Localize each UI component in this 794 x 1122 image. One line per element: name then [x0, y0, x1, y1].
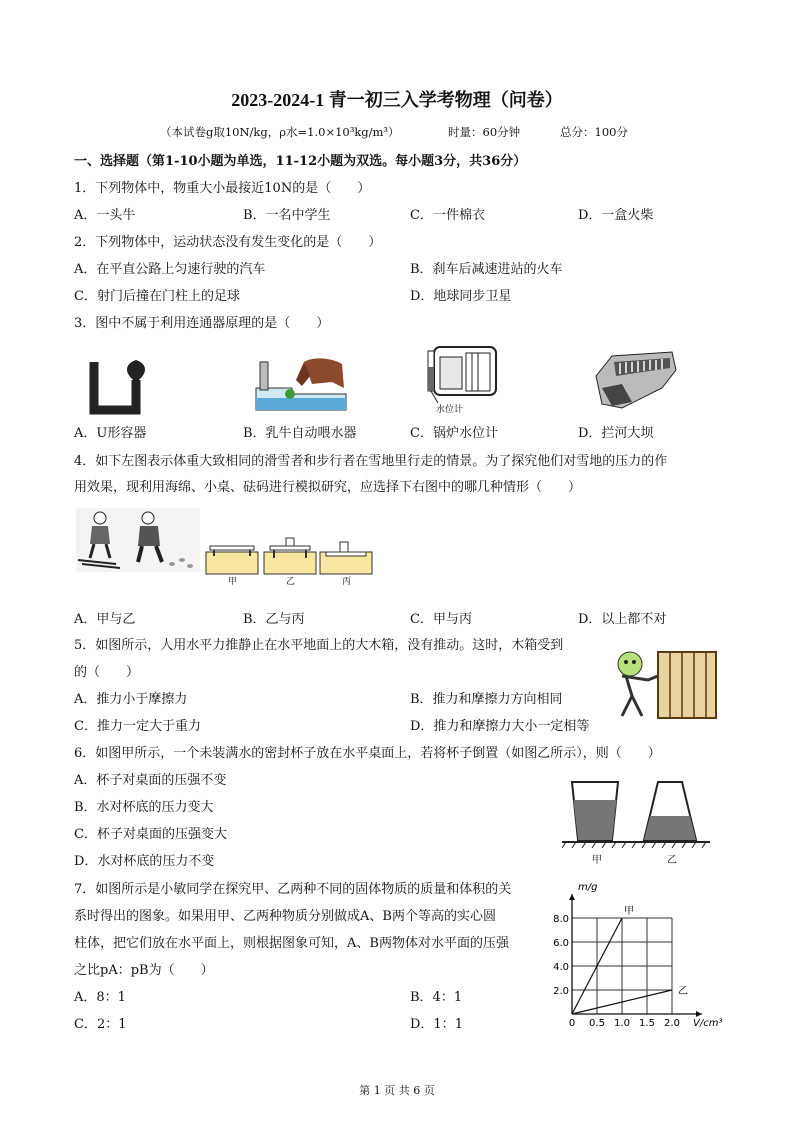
question-5-stem-line1: 5．如图所示，人用水平力推静止在水平地面上的大木箱，没有推动。这时，木箱受到 [74, 638, 564, 653]
y-tick-label: 2.0 [553, 986, 569, 997]
q7-option-d: D．1：1 [410, 1017, 463, 1032]
series-label: 乙 [678, 986, 688, 997]
q6-option-a: A．杯子对桌面的压强不变 [74, 773, 227, 788]
x-tick-label: 0.5 [589, 1018, 605, 1029]
q3-option-a: A．U形容器 [74, 426, 147, 441]
x-tick-label: 1.0 [614, 1018, 630, 1029]
q7-option-c: C．2：1 [74, 1017, 127, 1032]
q4-option-d: D．以上都不对 [578, 612, 667, 627]
exam-time: 时量：60分钟 [448, 125, 521, 139]
u-tube-figure [88, 360, 164, 416]
q4-option-c: C．甲与丙 [410, 612, 472, 627]
x-tick-label: 1.5 [639, 1018, 655, 1029]
dam-figure [592, 348, 678, 412]
q2-option-d: D．地球同步卫星 [410, 289, 512, 304]
q6-option-c: C．杯子对桌面的压强变大 [74, 827, 227, 842]
q1-option-c: C．一件棉衣 [410, 208, 485, 223]
q7-option-a: A．8：1 [74, 990, 126, 1005]
q2-option-a: A．在平直公路上匀速行驶的汽车 [74, 262, 266, 277]
q3-option-c: C．锅炉水位计 [410, 426, 498, 441]
chart-xlabel: V/cm³ [693, 1018, 723, 1029]
cow-feeder-figure [252, 352, 348, 414]
exam-constants: （本试卷g取10N/kg，ρ水=1.0×10³kg/m³） [160, 125, 400, 139]
push-box-figure [612, 646, 720, 722]
sponge-label-jia: 甲 [228, 577, 238, 587]
q1-option-b: B．一名中学生 [243, 208, 331, 223]
section-heading: 一、选择题（第1-10小题为单选，11-12小题为双选。每小题3分，共36分） [74, 154, 527, 169]
y-tick-label: 8.0 [553, 914, 569, 925]
question-5-stem-line2: 的（ ） [74, 665, 140, 680]
chart-series [572, 905, 688, 1014]
page-footer: 第 1 页 共 6 页 [359, 1084, 435, 1097]
q5-option-b: B．推力和摩擦力方向相同 [410, 692, 563, 707]
x-tick-label: 0 [568, 1018, 576, 1029]
question-1-stem: 1．下列物体中，物重大小最接近10N的是（ ） [74, 181, 371, 196]
q5-option-a: A．推力小于摩擦力 [74, 692, 188, 707]
q3-option-b: B．乳牛自动喂水器 [243, 426, 357, 441]
q4-option-a: A．甲与乙 [74, 612, 136, 627]
sponge-label-yi: 乙 [286, 577, 296, 587]
question-7-stem-line1: 7．如图所示是小敏同学在探究甲、乙两种不同的固体物质的质量和体积的关 [74, 882, 512, 897]
chart-ylabel: m/g [578, 882, 598, 893]
cup-label-yi: 乙 [667, 855, 677, 866]
exam-total: 总分：100分 [560, 125, 628, 139]
q7-option-b: B．4：1 [410, 990, 463, 1005]
question-4-stem-line1: 4．如下左图表示体重大致相同的滑雪者和步行者在雪地里行走的情景。为了探究他们对雪地的压力的作 [74, 454, 668, 469]
question-2-stem: 2．下列物体中，运动状态没有发生变化的是（ ） [74, 235, 382, 250]
x-tick-label: 2.0 [664, 1018, 680, 1029]
chart-grid [572, 918, 672, 1014]
skier-walker-figure [76, 508, 200, 572]
cups-figure [562, 778, 710, 848]
q6-option-d: D．水对杯底的压力不变 [74, 854, 215, 869]
question-7-stem-line3: 柱体，把它们放在水平面上，则根据图象可知，A、B两物体对水平面的压强 [74, 936, 509, 951]
question-7-stem-line4: 之比pA：pB为（ ） [74, 963, 214, 978]
sponge-label-bing: 丙 [342, 577, 352, 587]
y-tick-label: 4.0 [553, 962, 569, 973]
question-3-stem: 3．图中不属于利用连通器原理的是（ ） [74, 316, 330, 331]
x-axis-arrow [696, 1011, 702, 1017]
y-tick-label: 6.0 [553, 938, 569, 949]
gauge-label: 水位计 [436, 405, 464, 415]
y-axis-arrow [569, 894, 575, 900]
q1-option-d: D．一盒火柴 [578, 208, 654, 223]
q3-option-d: D．拦河大坝 [578, 426, 654, 441]
question-7-stem-line2: 系时得出的图象。如果用甲、乙两种物质分别做成A、B两个等高的实心圆 [74, 909, 496, 924]
q6-option-b: B．水对杯底的压力变大 [74, 800, 214, 815]
q4-option-b: B．乙与丙 [243, 612, 305, 627]
q2-option-c: C．射门后撞在门柱上的足球 [74, 289, 240, 304]
cup-label-jia: 甲 [592, 855, 602, 866]
q2-option-b: B．刹车后减速进站的火车 [410, 262, 563, 277]
page-title: 2023-2024-1 青一初三入学考物理（问卷） [231, 90, 563, 110]
q1-option-a: A．一头牛 [74, 208, 136, 223]
series-label: 甲 [624, 906, 634, 917]
mass-volume-chart [548, 876, 724, 1032]
question-6-stem: 6．如图甲所示，一个未装满水的密封杯子放在水平桌面上，若将杯子倒置（如图乙所示），则（ ） [74, 746, 661, 761]
q5-option-c: C．推力一定大于重力 [74, 719, 201, 734]
question-4-stem-line2: 用效果，现利用海绵、小桌、砝码进行模拟研究，应选择下右图中的哪几种情形（ ） [74, 480, 582, 495]
q5-option-d: D．推力和摩擦力大小一定相等 [410, 719, 590, 734]
